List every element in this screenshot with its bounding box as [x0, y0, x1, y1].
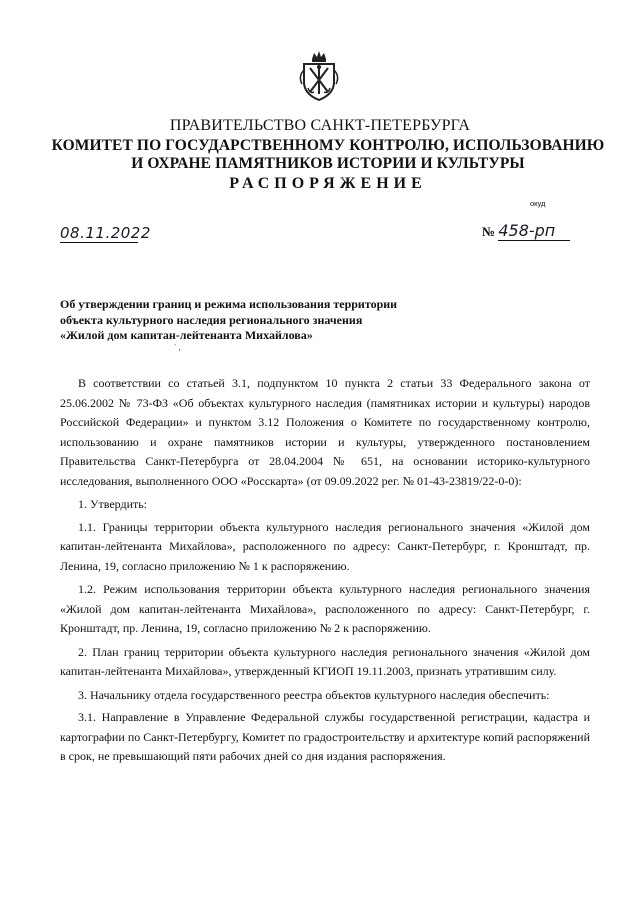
body-paragraph: 3.1. Направление в Управление Федеральной службы государственной регистрации, кадастра и картографии по Санкт-Петербургу, Комитет по градостроительству и архитектуре копий распоряжений в срок, не превышающий пяти рабочих дней со дня издания распоряжения.: [60, 710, 590, 763]
document-body: [60, 374, 590, 771]
body-paragraph: 1.1. Границы территории объекта культурного наследия регионального значения «Жилой дом капитан-лейтенанта Михайлова», расположенного по адресу: Санкт-Петербург, г. Кронштадт, пр. Ленина, 19, согласно приложению № 1 к распоряжению.: [60, 519, 590, 573]
subject-line: Об утверждении границ и режима использования территории: [60, 297, 398, 311]
body-paragraph: 1.2. Режим использования территории объекта культурного наследия регионального значения «Жилой дом капитан-лейтенанта Михайлова», расположенного по адресу: Санкт-Петербург, г. Кронштадт, пр. Ленина, 19, согласно приложению № 2 к распоряжению.: [60, 582, 590, 635]
number-value: 458-рп: [498, 222, 570, 241]
okud-label: окуд: [530, 199, 546, 208]
body-paragraph: 2. План границ территории объекта культурного наследия регионального значения «Жилой дом капитан-лейтенанта Михайлова», утвержденный КГИОП 19.11.2003, признать утратившим силу.: [60, 644, 590, 678]
subject-line: «Жилой дом капитан-лейтенанта Михайлова»: [60, 328, 313, 343]
body-paragraph: В соответствии со статьей 3.1, подпунктом 10 пункта 2 статьи 33 Федерального закона от 25.06.2002 № 73-ФЗ «Об объектах культурного наследия (памятниках истории и культуры) народов Российской Федерации» и пунктом 3.12 Положения о Комитете по государственному контролю, использованию и охране памятников истории и культуры, утвержденного постановлением Правительства Санкт-Петербурга от 28.04.2004 № 651, на основании историко-культурного исследования, выполненного ООО «Росскарта» (от 09.09.2022 рег. № 01-43-23819/22-0-0):: [60, 376, 590, 488]
stray-mark: ` ,: [174, 343, 181, 352]
body-paragraph: 3. Начальнику отдела государственного реестра объектов культурного наследия обеспечить:: [78, 687, 550, 702]
document-date: 08.11.2022: [60, 224, 151, 242]
government-title: ПРАВИТЕЛЬСТВО САНКТ-ПЕТЕРБУРГА: [169, 117, 471, 134]
document-number: [482, 222, 582, 242]
document-type: РАСПОРЯЖЕНИЕ: [229, 175, 427, 192]
committee-title-line2: И ОХРАНЕ ПАМЯТНИКОВ ИСТОРИИ И КУЛЬТУРЫ: [131, 155, 525, 172]
document-subject: [60, 297, 480, 344]
body-paragraph: 1. Утвердить:: [78, 497, 148, 511]
coat-of-arms-icon: [296, 50, 342, 102]
subject-line: объекта культурного наследия регионального значения: [60, 312, 363, 327]
number-sign: №: [482, 224, 496, 239]
committee-title-line1: КОМИТЕТ ПО ГОСУДАРСТВЕННОМУ КОНТРОЛЮ, ИСПОЛЬЗОВАНИЮ: [51, 137, 605, 154]
